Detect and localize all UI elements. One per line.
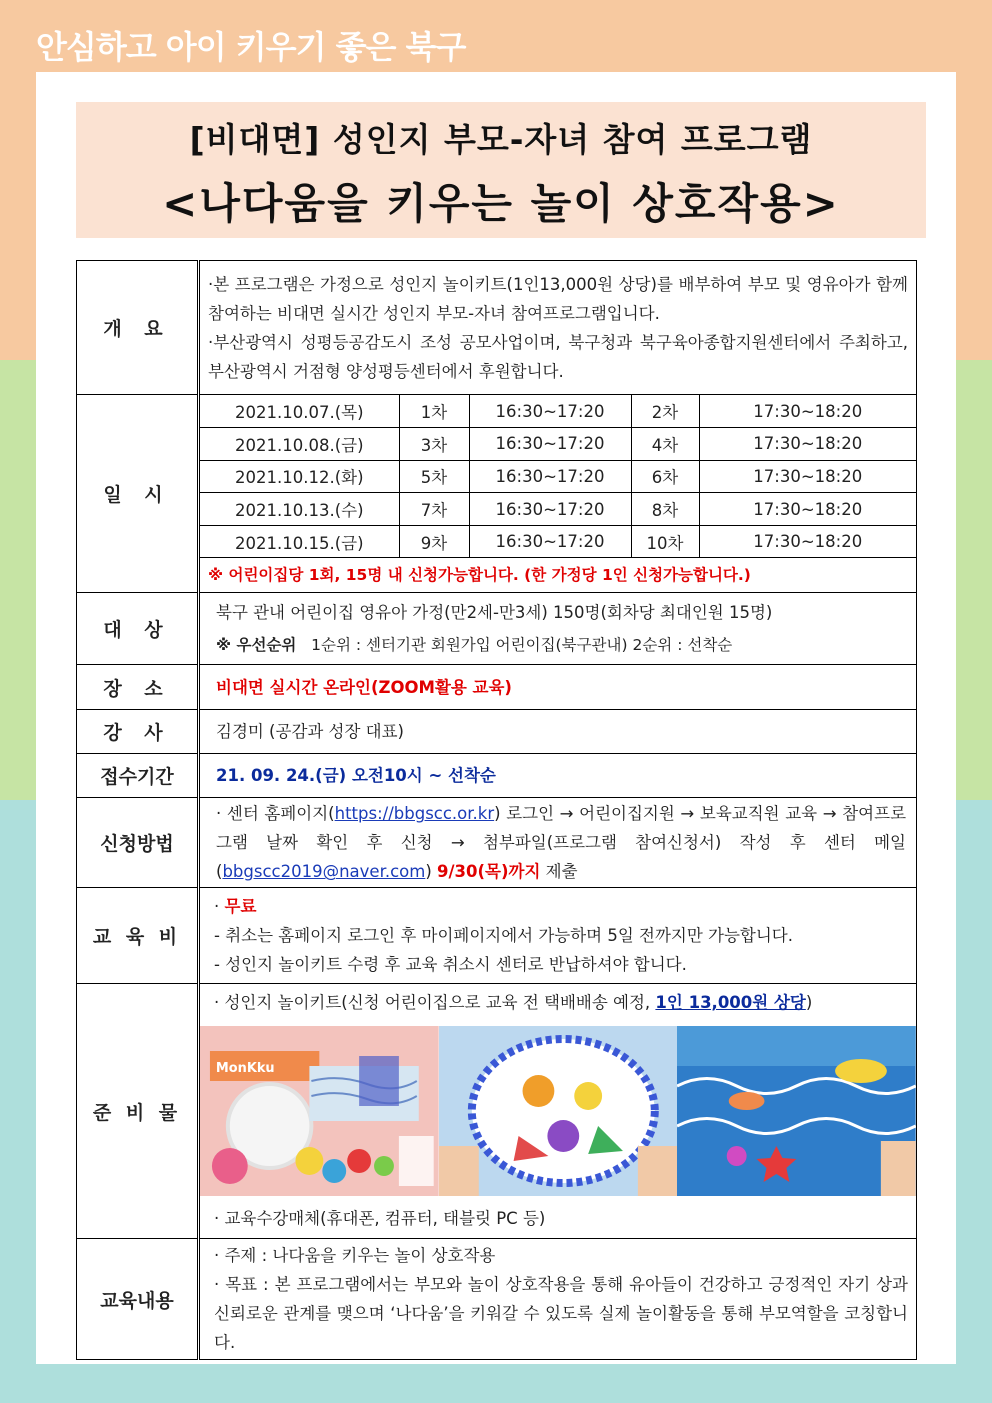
schedule-s2: 10차 [631,525,699,558]
overview-text-1: ·본 프로그램은 가정으로 성인지 놀이키트(1인13,000원 상당)를 배부하여 부모 및 영유아가 함께 참여하는 비대면 실시간 성인지 부모-자녀 참여프로그램입니다. [208,274,908,323]
instructor-text: 김경미 (공감과 성장 대표) [199,710,917,754]
plate-photo [439,1026,678,1196]
materials-line-2: · 교육수강매체(휴대폰, 컴퓨터, 태블릿 PC 등) [214,1209,546,1229]
content-line-1: · 주제 : 나다움을 키우는 놀이 상호작용 [214,1246,496,1266]
apply-mid: ) 로그인 → 어린이집지원 → 보육교직원 교육 → 참여프로그램 날짜 확인 후 신청 → 첨부파일(프로그램 참여신청서) 작성 후 센터 메일( [216,804,907,882]
row-place [77,665,917,710]
materials-line-1 [200,984,916,1022]
title-line-1: [비대면] 성인지 부모-자녀 참여 프로그램 [189,120,813,159]
kit-price: 1인 13,000원 상당 [655,993,806,1013]
label-place: 장 소 [77,665,199,710]
schedule-s1: 3차 [399,428,469,461]
apply-text [199,798,917,888]
info-table [76,260,917,1360]
fee-line-3: - 성인지 놀이키트 수령 후 교육 취소시 센터로 반납하셔야 합니다. [214,955,687,975]
label-apply: 신청방법 [77,798,199,888]
row-period [77,754,917,798]
schedule-s2: 8차 [631,493,699,526]
row-apply [77,798,917,888]
apply-tail: 제출 [545,862,578,882]
priority-label: ※ 우선순위 [216,635,297,654]
row-overview [77,261,917,395]
content-line-2: · 목표 : 본 프로그램에서는 부모와 놀이 상호작용을 통해 유아들이 건강하고 긍정적인 자기 상과 신뢰로운 관계를 맺으며 ‘나다움’을 키워갈 수 있도록 실제 놀이활동을 통해 부모역할을 코칭합니다. [214,1275,908,1353]
title-box [76,102,926,238]
slogan: 안심하고 아이 키우기 좋은 북구 [36,28,466,66]
apply-pre: · 센터 홈페이지( [216,804,335,824]
overview-text-2: ·부산광역시 성평등공감도시 조성 공모사업이며, 북구청과 북구육아종합지원센터에서 주최하고, 부산광역시 거점형 양성평등센터에서 후원합니다. [208,332,908,381]
schedule-s1: 9차 [399,525,469,558]
schedule-date: 2021.10.13.(수) [200,493,399,526]
paper-sheet [36,72,956,1364]
schedule-row [200,428,916,461]
schedule-note: ※ 어린이집당 1회, 15명 내 신청가능합니다. (한 가정당 1인 신청가능합니다.) [208,566,751,585]
schedule-s1: 5차 [399,460,469,493]
place-text: 비대면 실시간 온라인(ZOOM활용 교육) [199,665,917,710]
fee-free: 무료 [224,897,257,917]
schedule-row [200,395,916,428]
schedule-t1: 16:30~17:20 [469,395,631,428]
label-instructor: 강 사 [77,710,199,754]
label-schedule: 일 시 [77,395,199,593]
schedule-t1: 16:30~17:20 [469,428,631,461]
label-overview: 개 요 [77,261,199,395]
row-target [77,593,917,665]
schedule-t2: 17:30~18:20 [699,525,916,558]
schedule-date: 2021.10.07.(목) [200,395,399,428]
materials-line1-post: ) [805,993,813,1013]
label-fee: 교 육 비 [77,888,199,984]
fee-text [199,888,917,984]
row-instructor [77,710,917,754]
overview-text [199,261,917,395]
schedule-table [200,395,916,558]
schedule-s2: 2차 [631,395,699,428]
schedule-s1: 7차 [399,493,469,526]
schedule-s2: 4차 [631,428,699,461]
schedule-t1: 16:30~17:20 [469,493,631,526]
kit-photo [200,1026,439,1196]
schedule-date: 2021.10.08.(금) [200,428,399,461]
schedule-t2: 17:30~18:20 [699,395,916,428]
schedule-row [200,525,916,558]
schedule-row [200,493,916,526]
kit-brand-label: MonKku [215,1061,275,1077]
kit-photos [200,1026,916,1196]
schedule-cell [199,395,917,593]
schedule-t2: 17:30~18:20 [699,493,916,526]
fee-line-2: - 취소는 홈페이지 로그인 후 마이페이지에서 가능하며 5일 전까지만 가능합니다. [214,926,793,946]
schedule-date: 2021.10.15.(금) [200,525,399,558]
target-text [199,593,917,665]
row-materials [77,984,917,1239]
schedule-date: 2021.10.12.(화) [200,460,399,493]
row-content [77,1239,917,1360]
schedule-t2: 17:30~18:20 [699,460,916,493]
row-fee [77,888,917,984]
schedule-t1: 16:30~17:20 [469,460,631,493]
schedule-row [200,460,916,493]
sea-craft-photo [677,1026,916,1196]
materials-cell [199,984,917,1239]
target-line-1: 북구 관내 어린이집 영유아 가정(만2세-만3세) 150명(회차당 최대인원 15명) [216,602,773,622]
schedule-t2: 17:30~18:20 [699,428,916,461]
materials-line1-pre: · 성인지 놀이키트(신청 어린이집으로 교육 전 택배배송 예정, [214,993,656,1013]
row-schedule [77,395,917,593]
homepage-link[interactable]: https://bbgscc.or.kr [334,804,495,824]
target-line-2 [216,629,908,662]
fee-free-line: · 무료 [214,897,257,917]
schedule-t1: 16:30~17:20 [469,525,631,558]
schedule-s1: 1차 [399,395,469,428]
label-period: 접수기간 [77,754,199,798]
email-link[interactable]: bbgscc2019@naver.com [222,862,426,882]
title-line-2: <나다움을 키우는 놀이 상호작용> [162,179,840,228]
apply-close: ) [425,862,432,882]
label-materials: 준 비 물 [77,984,199,1239]
content-text [199,1239,917,1360]
schedule-s2: 6차 [631,460,699,493]
label-target: 대 상 [77,593,199,665]
label-content: 교육내용 [77,1239,199,1360]
period-text: 21. 09. 24.(금) 오전10시 ~ 선착순 [199,754,917,798]
apply-deadline: 9/30(목)까지 [437,862,541,882]
priority-text: 1순위 : 센터기관 회원가입 어린이집(북구관내) 2순위 : 선착순 [311,635,733,654]
